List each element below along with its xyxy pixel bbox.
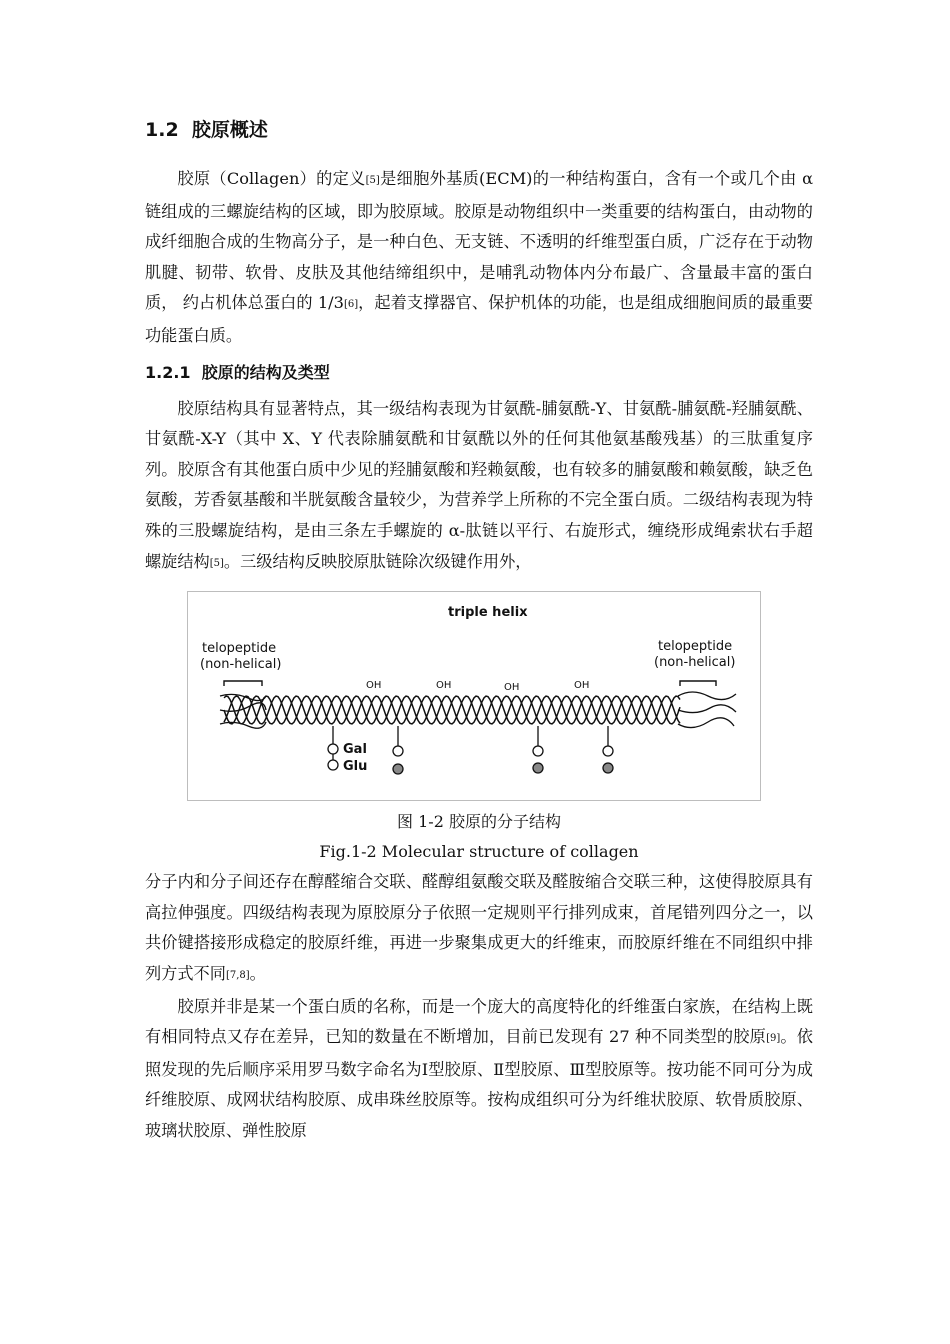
glu-bead — [393, 764, 403, 774]
oh-label: OH — [504, 682, 520, 694]
subsection-heading — [145, 352, 813, 394]
figure-collagen-molecule — [187, 591, 761, 801]
text-run: 胶原结构具有显著特点，其一级结构表现为甘氨酰-脯氨酰-Y、甘氨酰-脯氨酰-羟脯氨酰、甘氨酰-X-Y（其中 X、Y 代表除脯氨酰和甘氨酰以外的任何其他氨基酸残基）的三肽重复序列。胶原含有其他蛋白质中少见的羟脯氨酸和羟赖氨酸，也有较多的脯氨酸和赖氨酸，缺乏色氨酸，芳香氨基酸和半胱氨酸含量较少，为营养学上所称的不完全蛋白质。二级结构表现为特殊的三股螺旋结构，是由三条左手螺旋的 α-肽链以平行、右旋形式，缠绕形成绳索状右手超螺旋结构 — [145, 398, 813, 571]
section-heading — [145, 110, 813, 150]
subsection-number: 1.2.1 — [145, 362, 191, 382]
oh-label: OH — [436, 680, 452, 692]
telopeptide-right-strand — [678, 718, 734, 728]
gal-bead — [603, 746, 613, 756]
gal-bead — [393, 746, 403, 756]
subsection-title: 胶原的结构及类型 — [201, 362, 330, 382]
telopeptide-right-sublabel: (non-helical) — [654, 655, 736, 671]
triple-helix-label: triple helix — [448, 605, 528, 621]
telopeptide-right-strand — [678, 705, 736, 713]
citation[interactable]: [6] — [343, 299, 359, 311]
figure-caption-cn: 图 1-2 胶原的分子结构 — [397, 812, 561, 832]
section-title: 胶原概述 — [191, 119, 268, 141]
paragraph-collagen-definition — [145, 164, 813, 352]
section-number: 1.2 — [145, 119, 179, 141]
glu-label: Glu — [343, 759, 368, 775]
telopeptide-left-bracket — [224, 681, 262, 686]
collagen-diagram — [188, 592, 762, 802]
text-run: ，起着支撑器官、保护机体的功能，也是组成细胞间质的最重要功能蛋白质。 — [145, 293, 814, 345]
telopeptide-right-label: telopeptide — [658, 639, 733, 655]
paragraph-crosslinks — [145, 867, 813, 991]
citation[interactable]: [5] — [365, 175, 380, 186]
paragraph-collagen-structure — [145, 394, 813, 580]
text-run: 。 — [249, 963, 266, 983]
gal-bead — [533, 746, 543, 756]
telopeptide-left-label: telopeptide — [202, 641, 277, 657]
telopeptide-right-strand — [678, 692, 736, 700]
citation[interactable]: [5] — [209, 557, 224, 569]
text-run: 胶原并非是某一个蛋白质的名称，而是一个庞大的高度特化的纤维蛋白家族，在结构上既有相同特点又存在差异，已知的数量在不断增加，目前已发现有 27 种不同类型的胶原 — [145, 996, 813, 1047]
oh-label: OH — [574, 680, 590, 692]
paragraph-collagen-types — [145, 992, 813, 1147]
citation[interactable]: [9] — [766, 1033, 781, 1045]
triple-helix-strands — [224, 696, 680, 724]
text-run: 。依照发现的先后顺序采用罗马数字命名为Ⅰ型胶原、Ⅱ型胶原、Ⅲ型胶原等。按功能不同可分为成纤维胶原、成网状结构胶原、成串珠丝胶原等。按构成组织可分为纤维状胶原、软骨质胶原、玻璃状胶原、弹性胶原 — [145, 1027, 813, 1140]
oh-label: OH — [366, 680, 382, 692]
text-run: 胶原（Collagen）的定义 — [177, 169, 366, 188]
glu-bead — [328, 760, 338, 770]
telopeptide-right-bracket — [680, 681, 716, 686]
gal-label: Gal — [343, 742, 367, 758]
citation[interactable]: [7,8] — [225, 969, 250, 981]
gal-bead — [328, 744, 338, 754]
glu-bead — [603, 763, 613, 773]
page-content — [145, 110, 813, 1146]
figure-caption-en: Fig.1-2 Molecular structure of collagen — [319, 842, 639, 862]
text-run: 是细胞外基质(ECM)的一种结构蛋白，含有一个或几个由 α 链组成的三螺旋结构的区域，即为胶原域。胶原是动物组织中一类重要的结构蛋白，由动物的成纤细胞合成的生物高分子，是一种白色、无支链、不透明的纤维型蛋白质，广泛存在于动物肌腱、韧带、软骨、皮肤及其他结缔组织中，是哺乳动物体内分布最广、含量最丰富的蛋白质， 约占机体总蛋白的 1/3 — [145, 169, 813, 313]
text-run: 。三级结构反映胶原肽链除次级键作用外， — [223, 551, 532, 571]
glycosylation-sites — [328, 726, 613, 774]
glu-bead — [533, 763, 543, 773]
telopeptide-left-sublabel: (non-helical) — [200, 657, 282, 673]
text-run: 分子内和分子间还存在醇醛缩合交联、醛醇组氨酸交联及醛胺缩合交联三种，这使得胶原具有高拉伸强度。四级结构表现为原胶原分子依照一定规则平行排列成束，首尾错列四分之一，以共价键搭接形成稳定的胶原纤维，再进一步聚集成更大的纤维束，而胶原纤维在不同组织中排列方式不同 — [145, 872, 813, 983]
